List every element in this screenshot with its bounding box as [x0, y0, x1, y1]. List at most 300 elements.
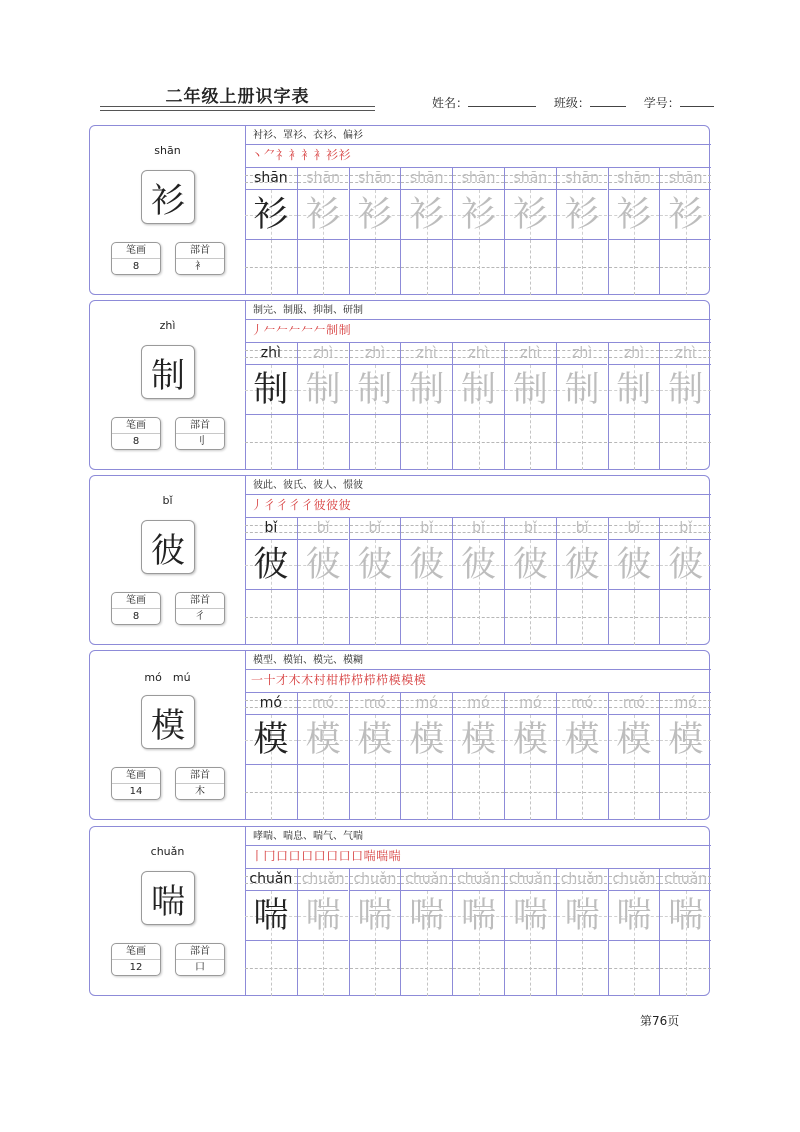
character-info-panel [90, 126, 246, 294]
pinyin-guide [298, 518, 349, 539]
trace-character: 衫 [564, 195, 600, 235]
practice-cell[interactable] [349, 343, 401, 469]
stroke-step: 一 [251, 673, 264, 687]
blank-practice-box[interactable] [660, 940, 711, 996]
practice-pinyin: chuǎn [457, 871, 500, 887]
blank-practice-box[interactable] [505, 239, 556, 295]
trace-character: 彼 [461, 545, 497, 585]
practice-cell[interactable] [400, 518, 452, 644]
blank-practice-box[interactable] [609, 589, 660, 645]
stroke-count-value: 8 [132, 436, 140, 447]
radical-box [175, 592, 225, 625]
practice-pinyin: zhì [675, 345, 696, 361]
word-examples: 模型、模铂、模完、模糊 [253, 655, 363, 666]
trace-box [245, 714, 297, 765]
practice-cell[interactable] [504, 343, 556, 469]
pinyin-guide [505, 343, 556, 364]
stroke-step: 木 [301, 673, 314, 687]
stroke-step: 模 [401, 673, 414, 687]
trace-box [557, 890, 608, 941]
trace-box [660, 539, 711, 590]
pinyin-guide [609, 343, 660, 364]
practice-cell[interactable] [659, 869, 711, 995]
radical-box [175, 417, 225, 450]
pinyin-guide [245, 168, 297, 189]
pinyin-guide [660, 518, 711, 539]
practice-pinyin: shān [358, 170, 392, 186]
practice-pinyin: bǐ [316, 520, 330, 536]
blank-practice-box[interactable] [453, 414, 504, 470]
blank-practice-box[interactable] [245, 414, 297, 470]
trace-box [505, 189, 556, 240]
practice-panel [245, 651, 711, 819]
practice-cell[interactable] [245, 518, 297, 644]
practice-pinyin: bǐ [368, 520, 382, 536]
trace-box [350, 890, 401, 941]
stroke-step: 栉 [363, 673, 377, 687]
blank-practice-box[interactable] [453, 940, 504, 996]
stroke-order [251, 146, 351, 166]
blank-practice-box[interactable] [245, 589, 297, 645]
blank-practice-box[interactable] [660, 589, 711, 645]
trace-character: 彼 [564, 545, 600, 585]
practice-pinyin: chuǎn [664, 871, 708, 887]
character-display: 制 [141, 345, 195, 399]
pinyin-guide [453, 518, 504, 539]
stroke-step: 彳 [263, 498, 277, 512]
blank-practice-box[interactable] [557, 239, 608, 295]
radical-value: 口 [195, 962, 205, 973]
blank-practice-box[interactable] [401, 940, 452, 996]
practice-grid [245, 168, 711, 296]
practice-pinyin: zhì [416, 345, 437, 361]
pinyin-guide [609, 518, 660, 539]
practice-pinyin: zhì [364, 345, 385, 361]
stroke-step: 衤 [288, 148, 302, 162]
word-examples: 哮喘、喘息、喘气、气喘 [253, 831, 363, 842]
trace-box [245, 364, 297, 415]
practice-cell[interactable] [608, 693, 660, 819]
blank-practice-box[interactable] [298, 764, 349, 820]
trace-box [245, 189, 297, 240]
trace-box [401, 714, 452, 765]
trace-character: 衫 [668, 195, 704, 235]
blank-practice-box[interactable] [245, 764, 297, 820]
blank-practice-box[interactable] [453, 764, 504, 820]
blank-practice-box[interactable] [350, 589, 401, 645]
practice-pinyin: bǐ [679, 520, 693, 536]
practice-cell[interactable] [245, 693, 297, 819]
practice-pinyin: mó [467, 695, 490, 711]
practice-cell[interactable] [297, 343, 349, 469]
blank-practice-box[interactable] [298, 940, 349, 996]
title-underline-2 [100, 110, 375, 111]
practice-cell[interactable] [659, 518, 711, 644]
blank-practice-box[interactable] [350, 940, 401, 996]
practice-cell[interactable] [349, 869, 401, 995]
pinyin-guide [609, 693, 660, 714]
practice-cell[interactable] [659, 168, 711, 294]
trace-character: 喘 [512, 896, 548, 936]
page-title: 二年级上册识字表 [165, 87, 310, 107]
stroke-step: 栉 [351, 673, 364, 687]
stroke-step: 丨 [251, 849, 264, 863]
pinyin-guide [401, 168, 452, 189]
stroke-step: 丶 [251, 148, 264, 162]
pinyin-guide [401, 343, 452, 364]
stroke-step: 栉 [338, 673, 352, 687]
practice-cell[interactable] [556, 168, 608, 294]
practice-pinyin: bǐ [472, 520, 485, 536]
practice-cell[interactable] [504, 518, 556, 644]
radical-value: 衤 [195, 261, 205, 272]
stroke-step: 彼 [326, 498, 339, 512]
trace-box [557, 539, 608, 590]
character-card [89, 300, 710, 470]
trace-character: 模 [253, 720, 289, 760]
practice-pinyin: zhì [468, 345, 489, 361]
pinyin-guide [660, 168, 711, 189]
stroke-count-label: 笔画 [112, 243, 160, 259]
pinyin-guide [401, 869, 452, 890]
blank-practice-box[interactable] [660, 764, 711, 820]
blank-practice-box[interactable] [401, 764, 452, 820]
radical-box [175, 943, 225, 976]
trace-character: 模 [564, 720, 600, 760]
blank-practice-box[interactable] [505, 940, 556, 996]
practice-pinyin: shān [565, 170, 599, 186]
practice-cell[interactable] [297, 168, 349, 294]
practice-panel [245, 301, 711, 469]
blank-practice-box[interactable] [350, 414, 401, 470]
practice-cell[interactable] [400, 343, 452, 469]
practice-grid [245, 693, 711, 821]
pinyin-guide [245, 869, 297, 890]
stroke-step: 𠂉 [276, 323, 289, 337]
trace-character: 制 [512, 370, 548, 410]
blank-practice-box[interactable] [453, 589, 504, 645]
stroke-step: 口 [301, 849, 314, 863]
blank-practice-box[interactable] [298, 239, 349, 295]
blank-practice-box[interactable] [350, 764, 401, 820]
practice-cell[interactable] [659, 693, 711, 819]
trace-box [453, 890, 504, 941]
stroke-step: 彼 [313, 498, 327, 512]
practice-cell[interactable] [400, 869, 452, 995]
character-info-panel [90, 301, 246, 469]
character-display: 喘 [141, 871, 195, 925]
practice-cell[interactable] [452, 693, 504, 819]
blank-practice-box[interactable] [505, 589, 556, 645]
practice-cell[interactable] [349, 168, 401, 294]
practice-pinyin: chuǎn [560, 871, 604, 887]
trace-box [557, 364, 608, 415]
stroke-count-label: 笔画 [112, 944, 160, 960]
pinyin-guide [298, 343, 349, 364]
stroke-step: 𠂉 [288, 323, 302, 337]
practice-cell[interactable] [659, 343, 711, 469]
blank-practice-box[interactable] [557, 764, 608, 820]
blank-practice-box[interactable] [609, 764, 660, 820]
practice-cell[interactable] [349, 693, 401, 819]
trace-box [660, 189, 711, 240]
stroke-step: 口 [313, 849, 327, 863]
trace-box [350, 364, 401, 415]
blank-practice-box[interactable] [298, 589, 349, 645]
practice-cell[interactable] [556, 518, 608, 644]
page-header [0, 0, 800, 120]
stroke-step: 口 [338, 849, 352, 863]
stroke-order [251, 847, 401, 867]
trace-character: 制 [409, 370, 445, 410]
stroke-step: 丿 [251, 323, 264, 337]
character-card [89, 125, 710, 295]
trace-character: 衫 [409, 195, 445, 235]
stroke-step: 十 [263, 673, 277, 687]
trace-box [609, 189, 660, 240]
pinyin-guide [609, 168, 660, 189]
trace-character: 衫 [616, 195, 652, 235]
radical-label: 部首 [176, 944, 224, 960]
blank-practice-box[interactable] [401, 589, 452, 645]
blank-practice-box[interactable] [505, 764, 556, 820]
practice-pinyin: zhì [623, 345, 644, 361]
trace-character: 衫 [512, 195, 548, 235]
practice-cell[interactable] [452, 869, 504, 995]
trace-box [401, 189, 452, 240]
stroke-step: 彳 [288, 498, 302, 512]
radical-box [175, 767, 225, 800]
practice-pinyin: zhì [572, 345, 593, 361]
radical-label: 部首 [176, 593, 224, 609]
practice-pinyin: mó [259, 695, 282, 711]
stroke-step: 𠂉 [313, 323, 327, 337]
pinyin-guide [350, 168, 401, 189]
class-field[interactable] [590, 95, 626, 107]
word-examples: 制完、制服、抑制、研制 [253, 305, 363, 316]
trace-box [505, 364, 556, 415]
stroke-count-box [111, 592, 161, 625]
blank-practice-box[interactable] [557, 414, 608, 470]
trace-character: 彼 [305, 545, 341, 585]
stroke-order [251, 321, 351, 341]
blank-practice-box[interactable] [609, 239, 660, 295]
practice-cell[interactable] [556, 343, 608, 469]
practice-cell[interactable] [452, 168, 504, 294]
trace-character: 喘 [564, 896, 600, 936]
blank-practice-box[interactable] [245, 940, 297, 996]
practice-cell[interactable] [245, 343, 297, 469]
trace-character: 制 [461, 370, 497, 410]
pinyin-guide [298, 869, 349, 890]
stroke-step: 衤 [313, 148, 327, 162]
practice-pinyin: chuǎn [353, 871, 397, 887]
stroke-order [251, 671, 426, 691]
practice-cell[interactable] [349, 518, 401, 644]
trace-box [557, 189, 608, 240]
stroke-step: 𠂉 [301, 323, 314, 337]
character-pinyin: shān [154, 144, 181, 157]
stroke-count-label: 笔画 [112, 418, 160, 434]
character-card [89, 650, 710, 820]
practice-cell[interactable] [297, 518, 349, 644]
pinyin-guide [245, 343, 297, 364]
blank-practice-box[interactable] [609, 940, 660, 996]
character-info-panel [90, 651, 246, 819]
practice-cell[interactable] [504, 693, 556, 819]
blank-practice-box[interactable] [609, 414, 660, 470]
stroke-step: 彼 [338, 498, 352, 512]
blank-practice-box[interactable] [557, 940, 608, 996]
stroke-step: 喘 [388, 849, 402, 863]
trace-box [298, 714, 349, 765]
pinyin-guide [453, 693, 504, 714]
trace-character: 彼 [512, 545, 548, 585]
blank-practice-box[interactable] [401, 239, 452, 295]
trace-character: 模 [409, 720, 445, 760]
radical-box [175, 242, 225, 275]
stroke-step: 彳 [301, 498, 314, 512]
practice-cell[interactable] [452, 518, 504, 644]
trace-character: 喘 [668, 896, 704, 936]
trace-box [401, 890, 452, 941]
number-field[interactable] [680, 95, 714, 107]
practice-cell[interactable] [556, 869, 608, 995]
trace-box [609, 539, 660, 590]
pinyin-guide [401, 693, 452, 714]
pinyin-guide [660, 693, 711, 714]
stroke-count-value: 8 [132, 261, 140, 272]
stroke-count-value: 8 [132, 611, 140, 622]
stroke-step: 木 [288, 673, 302, 687]
blank-practice-box[interactable] [350, 239, 401, 295]
blank-practice-box[interactable] [557, 589, 608, 645]
blank-practice-box[interactable] [401, 414, 452, 470]
trace-box [453, 539, 504, 590]
character-pinyin: mó mú [144, 671, 191, 684]
pinyin-guide [505, 518, 556, 539]
blank-practice-box[interactable] [245, 239, 297, 295]
trace-box [660, 364, 711, 415]
pinyin-guide [350, 343, 401, 364]
trace-box [609, 364, 660, 415]
trace-box [660, 890, 711, 941]
practice-cell[interactable] [556, 693, 608, 819]
trace-character: 模 [305, 720, 341, 760]
trace-box [505, 714, 556, 765]
character-card [89, 826, 710, 996]
radical-label: 部首 [176, 243, 224, 259]
trace-character: 彼 [616, 545, 652, 585]
student-info-fields [432, 94, 714, 111]
pinyin-guide [401, 518, 452, 539]
trace-character: 喘 [253, 896, 289, 936]
practice-pinyin: shān [306, 170, 340, 186]
class-label: 班级： [553, 96, 590, 110]
blank-practice-box[interactable] [453, 239, 504, 295]
stroke-count-box [111, 767, 161, 800]
stroke-step: 口 [351, 849, 364, 863]
stroke-step: 柑 [326, 673, 339, 687]
trace-character: 喘 [409, 896, 445, 936]
blank-practice-box[interactable] [660, 414, 711, 470]
blank-practice-box[interactable] [298, 414, 349, 470]
blank-practice-box[interactable] [505, 414, 556, 470]
pinyin-guide [505, 693, 556, 714]
trace-character: 彼 [253, 545, 289, 585]
practice-cell[interactable] [608, 518, 660, 644]
practice-cell[interactable] [608, 869, 660, 995]
stroke-step: 制 [326, 323, 339, 337]
trace-character: 模 [668, 720, 704, 760]
practice-pinyin: bǐ [420, 520, 434, 536]
pinyin-guide [505, 168, 556, 189]
character-pinyin: chuǎn [150, 845, 185, 858]
stroke-step: 衫 [326, 148, 339, 162]
pinyin-guide [350, 518, 401, 539]
practice-pinyin: shān [513, 170, 548, 186]
trace-box [609, 714, 660, 765]
stroke-step: 彳 [276, 498, 289, 512]
practice-pinyin: chuǎn [301, 871, 345, 887]
name-field[interactable] [468, 95, 536, 107]
trace-character: 制 [253, 370, 289, 410]
trace-box [298, 890, 349, 941]
trace-character: 模 [512, 720, 548, 760]
blank-practice-box[interactable] [660, 239, 711, 295]
practice-pinyin: bǐ [264, 520, 278, 536]
practice-cell[interactable] [400, 693, 452, 819]
practice-pinyin: chuǎn [612, 871, 656, 887]
stroke-step: 礻 [276, 148, 289, 162]
trace-box [298, 539, 349, 590]
stroke-order [251, 496, 351, 516]
trace-character: 衫 [357, 195, 393, 235]
practice-grid [245, 869, 711, 997]
trace-box [350, 714, 401, 765]
practice-cell[interactable] [245, 168, 297, 294]
practice-cell[interactable] [504, 869, 556, 995]
radical-label: 部首 [176, 768, 224, 784]
trace-character: 制 [357, 370, 393, 410]
practice-cell[interactable] [297, 869, 349, 995]
trace-character: 制 [564, 370, 600, 410]
word-examples: 衬衫、罩衫、衣衫、偏衫 [253, 130, 363, 141]
word-examples: 彼此、彼氏、彼人、憬彼 [253, 480, 363, 491]
practice-pinyin: chuǎn [249, 871, 293, 887]
practice-panel [245, 827, 711, 995]
practice-cell[interactable] [400, 168, 452, 294]
trace-box [660, 714, 711, 765]
practice-pinyin: mó [312, 695, 335, 711]
trace-character: 衫 [305, 195, 341, 235]
practice-cell[interactable] [504, 168, 556, 294]
character-pinyin: zhì [159, 319, 176, 332]
practice-cell[interactable] [297, 693, 349, 819]
trace-character: 喘 [357, 896, 393, 936]
practice-pinyin: bǐ [627, 520, 641, 536]
practice-cell[interactable] [608, 343, 660, 469]
practice-cell[interactable] [608, 168, 660, 294]
number-label: 学号： [643, 96, 680, 110]
radical-value: 木 [195, 786, 205, 797]
trace-character: 喘 [616, 896, 652, 936]
practice-pinyin: mó [415, 695, 438, 711]
practice-cell[interactable] [245, 869, 297, 995]
pinyin-guide [505, 869, 556, 890]
trace-box [298, 189, 349, 240]
practice-cell[interactable] [452, 343, 504, 469]
